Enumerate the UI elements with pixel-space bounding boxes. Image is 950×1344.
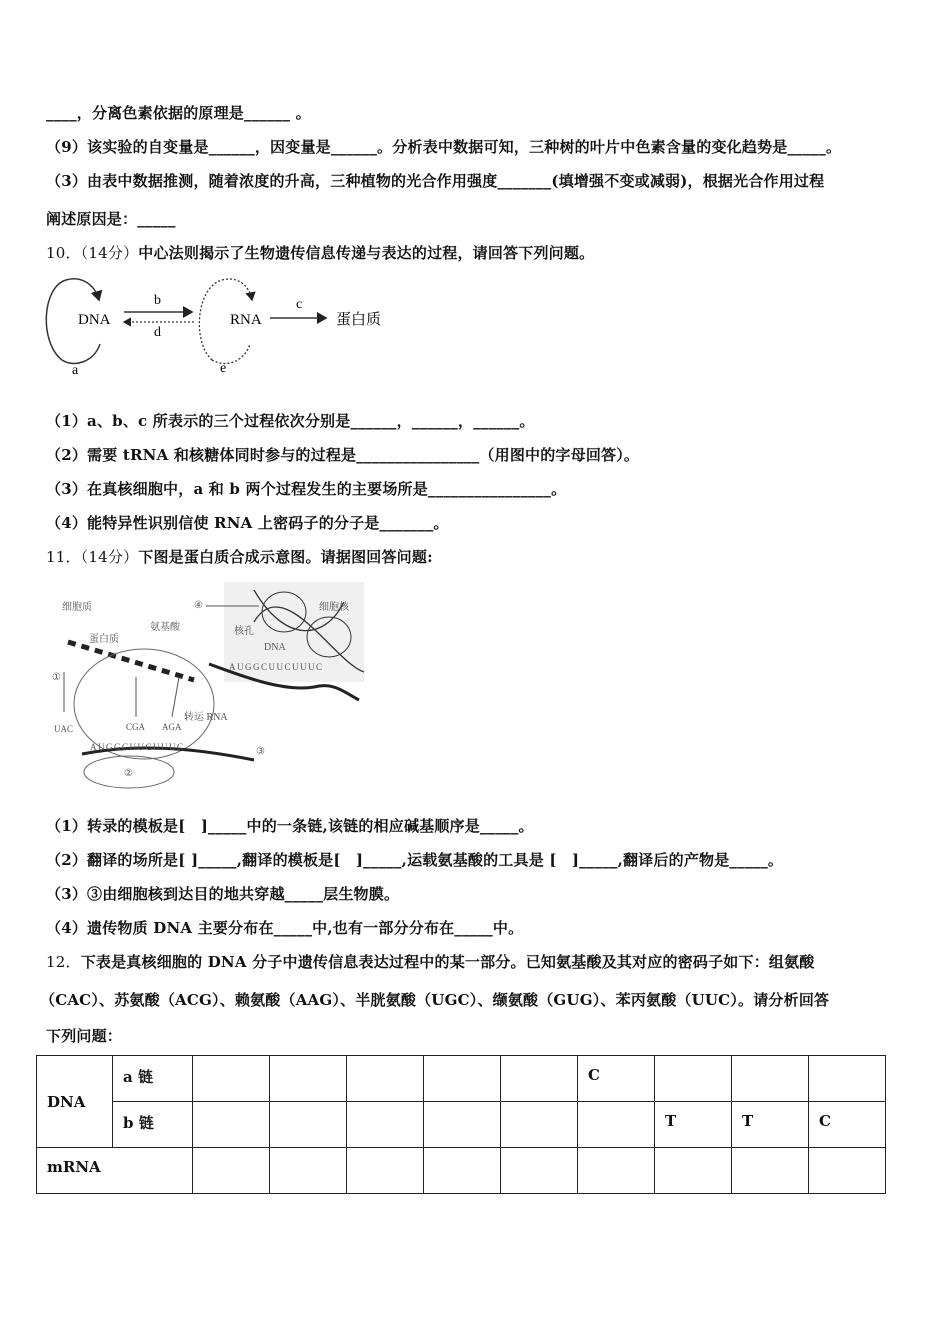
q11-part-1: （1）转录的模板是[ ]_____中的一条链,该链的相应碱基顺序是_____。 (46, 817, 534, 835)
q12-line-3: 下列问题： (46, 1027, 123, 1045)
table-cell (578, 1102, 655, 1148)
label-d: d (154, 325, 161, 340)
q11-part-3: （3）③由细胞核到达目的地共穿越_____层生物膜。 (46, 885, 400, 903)
table-cell (270, 1148, 347, 1194)
central-dogma-diagram (44, 272, 404, 382)
table-row-mrna (37, 1148, 886, 1194)
table-cell (424, 1148, 501, 1194)
table-cell (809, 1148, 886, 1194)
label-b: b (154, 293, 161, 308)
table-cell (732, 1148, 809, 1194)
b-chain-header: b 链 (113, 1102, 193, 1148)
protein-label: 蛋白质 (89, 634, 119, 645)
anticodon-3: AGA (162, 722, 182, 732)
q11-number: 11．（14分） (46, 548, 139, 566)
table-cell (193, 1056, 270, 1102)
table-cell (501, 1148, 578, 1194)
table-cell (193, 1148, 270, 1194)
q11-text: 下图是蛋白质合成示意图。请据图回答问题: (138, 548, 433, 566)
table-cell: C (809, 1102, 886, 1148)
dna-header: DNA (37, 1056, 113, 1148)
table-cell (732, 1056, 809, 1102)
q10-text: 中心法则揭示了生物遗传信息传递与表达的过程，请回答下列问题。 (138, 244, 595, 262)
question-3: （3）由表中数据推测，随着浓度的升高，三种植物的光合作用强度_______(填增强不变或减弱)，根据光合作用过程 (46, 172, 825, 190)
table-cell (347, 1148, 424, 1194)
text-line: 阐述原因是：_____ (46, 210, 176, 228)
table-cell (501, 1056, 578, 1102)
label-e: e (220, 361, 227, 376)
amino-acid-label: 氨基酸 (150, 622, 180, 633)
q12-line-1 (46, 951, 815, 972)
q10-part-1: （1）a、b、c 所表示的三个过程依次分别是______，______，______。 (46, 412, 535, 430)
q12-text: 下表是真核细胞的 DNA 分子中遗传信息表达过程中的某一部分。已知氨基酸及其对应的密码子如下：组氨酸 (80, 953, 815, 971)
text-line: ____，分离色素依据的原理是______ 。 (46, 104, 311, 122)
q11-part-4: （4）遗传物质 DNA 主要分布在_____中,也有一部分分布在_____中。 (46, 919, 524, 937)
table-cell (655, 1056, 732, 1102)
marker-2: ② (124, 768, 133, 779)
protein-label: 蛋白质 (336, 312, 382, 328)
mrna-top-sequence: AUGGCUUCUUUC (229, 662, 324, 672)
table-cell (578, 1148, 655, 1194)
nucleus-label: 细胞核 (319, 602, 349, 613)
rna-label: RNA (230, 312, 262, 328)
table-cell (809, 1056, 886, 1102)
marker-1: ① (52, 672, 61, 683)
question-9: （9）该实验的自变量是______，因变量是______。分析表中数据可知，三种树的叶片中色素含量的变化趋势是_____。 (46, 138, 842, 156)
q11-part-2: （2）翻译的场所是[ ]_____,翻译的模板是[ ]_____,运载氨基酸的工具是 [ ]_____,翻译后的产物是_____。 (46, 851, 784, 869)
anticodon-1: UAC (54, 724, 74, 734)
q10-part-2: （2）需要 tRNA 和核糖体同时参与的过程是________________（用图中的字母回答）。 (46, 446, 640, 464)
q12-line-2: （CAC）、苏氨酸（ACG）、赖氨酸（AAG）、半胱氨酸（UGC）、缬氨酸（GUG）、苯丙氨酸（UUC）。请分析回答 (40, 991, 830, 1009)
table-cell: T (655, 1102, 732, 1148)
table-cell (347, 1056, 424, 1102)
protein-synthesis-diagram (44, 582, 374, 792)
mrna-bottom-sequence: AUGGCUUCUUUC (90, 742, 185, 752)
dna-label: DNA (264, 642, 286, 653)
table-cell (347, 1102, 424, 1148)
trna-label: 转运 RNA (184, 712, 228, 723)
table-cell (655, 1148, 732, 1194)
dna-table (36, 1055, 886, 1194)
anticodon-2: CGA (126, 722, 146, 732)
table-row-b (37, 1102, 886, 1148)
label-c: c (296, 297, 303, 312)
table-cell (424, 1056, 501, 1102)
table-cell (501, 1102, 578, 1148)
pore-label: 核孔 (234, 626, 254, 637)
cytoplasm-label: 细胞质 (62, 602, 92, 613)
marker-3: ③ (256, 746, 265, 757)
q10-number: 10．（14分） (46, 244, 139, 262)
table-cell (270, 1056, 347, 1102)
table-row-a (37, 1056, 886, 1102)
table-cell (193, 1102, 270, 1148)
q10-stem (46, 242, 594, 263)
table-cell: C (578, 1056, 655, 1102)
q10-part-4: （4）能特异性识别信使 RNA 上密码子的分子是_______。 (46, 514, 449, 532)
a-chain-header: a 链 (113, 1056, 193, 1102)
q11-stem (46, 546, 433, 567)
table-cell: T (732, 1102, 809, 1148)
table-cell (270, 1102, 347, 1148)
q10-part-3: （3）在真核细胞中，a 和 b 两个过程发生的主要场所是________________。 (46, 480, 567, 498)
label-a: a (72, 363, 79, 378)
table-cell (424, 1102, 501, 1148)
dna-label: DNA (78, 312, 111, 328)
q12-number: 12． (46, 953, 81, 971)
marker-4: ④ (194, 600, 203, 611)
mrna-header: mRNA (37, 1148, 193, 1194)
